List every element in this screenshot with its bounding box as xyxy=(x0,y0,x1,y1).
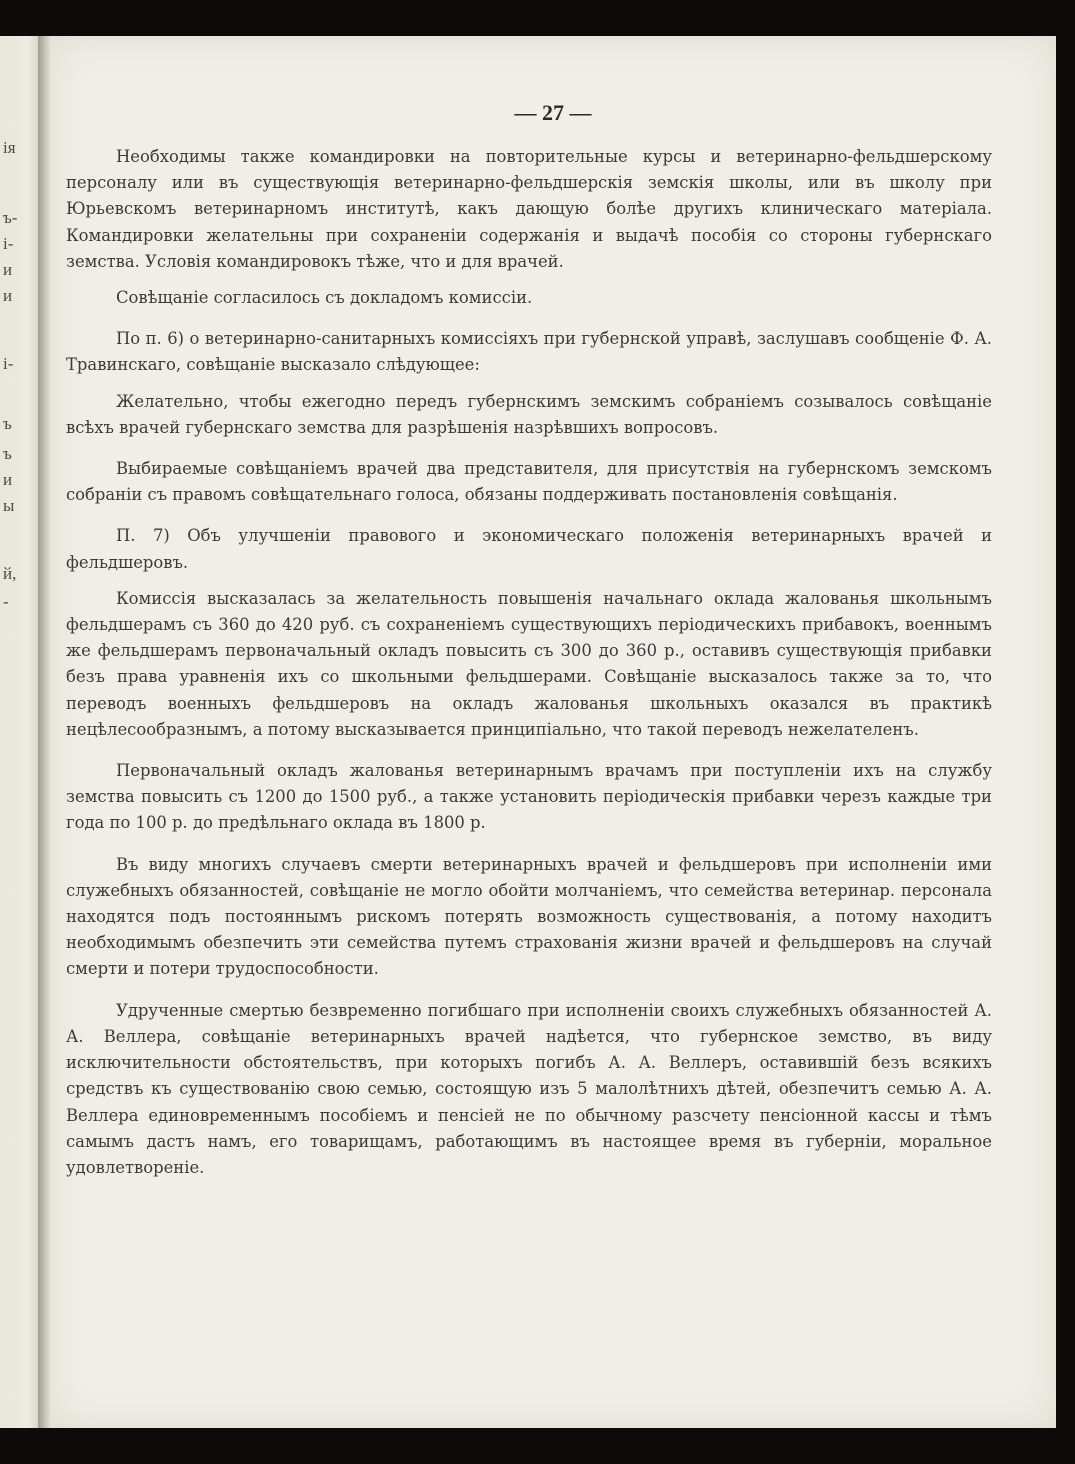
paragraph: Желательно, чтобы ежегодно передъ губернскимъ земскимъ собраніемъ созывалось совѣщаніе всѣхъ врачей губернскаго земства для разрѣшенія назрѣвшихъ вопросовъ. xyxy=(66,391,992,437)
left-page-fragment: й, xyxy=(3,564,17,583)
paragraph: Комиссія высказалась за желательность повышенія начальнаго оклада жалованья школьнымъ фельдшерамъ съ 360 до 420 руб. съ сохраненіемъ существующихъ періодическихъ прибавокъ, военнымъ же фельдшерамъ первоначальный окладъ повысить съ 300 до 360 р., оставивъ существующія прибавки безъ права уравненія ихъ со школьными фельдшерами. Совѣщаніе высказалось также за то, что переводъ военныхъ фельдшеровъ на окладъ жалованья школьныхъ оказался въ практикѣ нецѣлесообразнымъ, а потому высказывается принципіально, что такой переводъ нежелателенъ. xyxy=(66,588,992,739)
document-page xyxy=(50,36,1056,1428)
left-page-fragment: и xyxy=(3,260,13,279)
left-page-edge xyxy=(0,36,40,1428)
paragraph: П. 7) Объ улучшеніи правового и экономическаго положенія ветеринарныхъ врачей и фельдшеровъ. xyxy=(66,526,992,572)
paragraph: Первоначальный окладъ жалованья ветеринарнымъ врачамъ при поступленіи ихъ на службу земства повысить съ 1200 до 1500 руб., а также установить періодическія прибавки черезъ каждые три года по 100 р. до предѣльнаго оклада въ 1800 р. xyxy=(66,761,992,833)
left-page-fragment: - xyxy=(3,592,9,611)
left-page-fragment: ы xyxy=(3,496,15,515)
paragraph: По п. 6) о ветеринарно-санитарныхъ комиссіяхъ при губернской управѣ, заслушавъ сообщеніе Ф. А. Травинскаго, совѣщаніе высказало слѣдующее: xyxy=(66,329,992,375)
left-page-fragment: ъ- xyxy=(3,208,18,227)
paragraph: Совѣщаніе согласилось съ докладомъ комиссіи. xyxy=(116,288,533,308)
paragraph: Выбираемые совѣщаніемъ врачей два представителя, для присутствія на губернскомъ земскомъ собраніи съ правомъ совѣщательнаго голоса, обязаны поддерживать постановленія совѣщанія. xyxy=(66,459,992,505)
page-number: — 27 — xyxy=(514,100,592,125)
paragraph: Въ виду многихъ случаевъ смерти ветеринарныхъ врачей и фельдшеровъ при исполненіи ими служебныхъ обязанностей, совѣщаніе не могло обойти молчаніемъ, что семейства ветеринар. персонала находятся подъ постояннымъ рискомъ потерять возможность существованія, а потому находитъ необходимымъ обезпечить эти семейства путемъ страхованія жизни врачей и фельдшеровъ на случай смерти и потери трудоспособности. xyxy=(66,854,992,979)
left-page-fragment: і- xyxy=(3,354,14,373)
paragraph: Необходимы также командировки на повторительные курсы и ветеринарно-фельдшерскому персоналу или въ существующія ветеринарно-фельдшерскія земскія школы, или въ школу при Юрьевскомъ ветеринарномъ институтѣ, какъ дающую болѣе другихъ клиническаго матеріала. Командировки желательны при сохраненіи содержанія и выдачѣ пособія со стороны губернскаго земства. Условія командировокъ тѣже, что и для врачей. xyxy=(66,147,992,271)
left-page-fragment: ъ xyxy=(3,414,12,433)
page-body xyxy=(66,144,992,1191)
left-page-fragment: і- xyxy=(3,234,14,253)
book-gutter xyxy=(38,36,50,1428)
left-page-fragment: и xyxy=(3,470,13,489)
left-page-fragment: ъ xyxy=(3,444,12,463)
left-page-fragment: ія xyxy=(3,138,16,157)
paragraph: Удрученные смертью безвременно погибшаго при исполненіи своихъ служебныхъ обязанностей А. А. Веллера, совѣщаніе ветеринарныхъ врачей надѣется, что губернское земство, въ виду исключительности обстоятельствъ, при которыхъ погибъ А. А. Веллеръ, оставившій безъ всякихъ средствъ къ существованію свою семью, состоящую изъ 5 малолѣтнихъ дѣтей, обезпечитъ семью А. А. Веллера единовременнымъ пособіемъ и пенсіей не по обычному разсчету пенсіонной кассы и тѣмъ самымъ дастъ намъ, его товарищамъ, работающимъ въ настоящее время въ губерніи, моральное удовлетвореніе. xyxy=(66,1000,992,1177)
left-page-fragment: и xyxy=(3,286,13,305)
